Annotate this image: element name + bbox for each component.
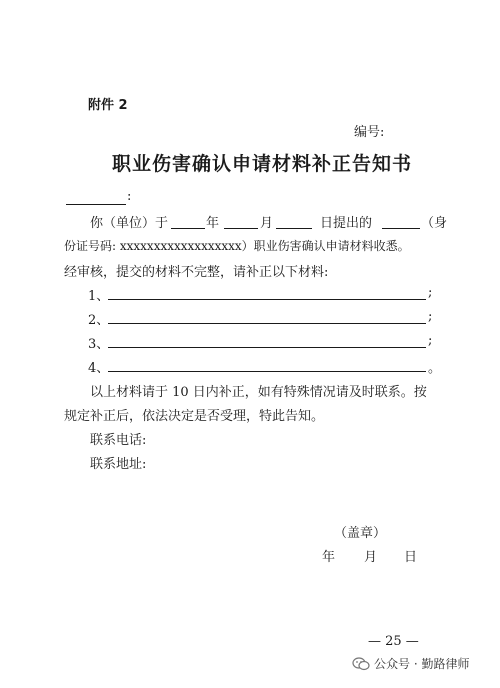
closing-text-2: 规定补正后，依法决定是否受理，特此告知。 xyxy=(64,409,325,424)
watermark-text: 公众号 · 勤路律师 xyxy=(374,657,470,671)
item-blank xyxy=(108,347,426,348)
item-end: 。 xyxy=(428,361,442,376)
item-end: ; xyxy=(428,333,433,348)
item-blank xyxy=(108,323,426,324)
item-end: ; xyxy=(428,285,433,300)
body-text-1c: 月 xyxy=(260,216,274,231)
body-text-1b: 年 xyxy=(206,216,220,231)
recipient-blank xyxy=(66,204,126,205)
item-blank xyxy=(108,371,426,372)
contact-address-label: 联系地址: xyxy=(90,457,147,472)
item-number: 4、 xyxy=(88,361,110,376)
wechat-icon xyxy=(352,657,370,671)
item-number: 1、 xyxy=(88,289,110,304)
attachment-label: 附件 2 xyxy=(88,98,128,113)
date-month: 月 xyxy=(364,550,378,565)
body-text-2: 份证号码: xxxxxxxxxxxxxxxxxx）职业伤害确认申请材料收悉。 xyxy=(64,239,410,253)
item-number: 3、 xyxy=(88,337,110,352)
contact-phone-label: 联系电话: xyxy=(90,433,147,448)
closing-text-1: 以上材料请于 10 日内补正，如有特殊情况请及时联系。按 xyxy=(90,385,427,400)
item-blank xyxy=(108,299,426,300)
month-blank xyxy=(224,228,258,229)
item-end: ; xyxy=(428,309,433,324)
body-text-3: 经审核，提交的材料不完整，请补正以下材料: xyxy=(64,265,329,280)
number-label: 编号: xyxy=(354,125,385,140)
date-day: 日 xyxy=(404,550,418,565)
applicant-blank xyxy=(382,228,420,229)
body-text-1a: 你（单位）于 xyxy=(90,216,169,231)
date-year: 年 xyxy=(322,550,336,565)
body-text-1e: （身 xyxy=(421,216,448,231)
seal-label: （盖章） xyxy=(334,526,387,541)
page-number: — 25 — xyxy=(368,634,419,649)
year-blank xyxy=(171,228,205,229)
day-blank xyxy=(276,228,312,229)
watermark xyxy=(352,655,469,672)
salutation-colon: : xyxy=(127,189,132,204)
body-text-1d: 日提出的 xyxy=(320,216,373,231)
document-title: 职业伤害确认申请材料补正告知书 xyxy=(112,153,413,175)
item-number: 2、 xyxy=(88,313,110,328)
